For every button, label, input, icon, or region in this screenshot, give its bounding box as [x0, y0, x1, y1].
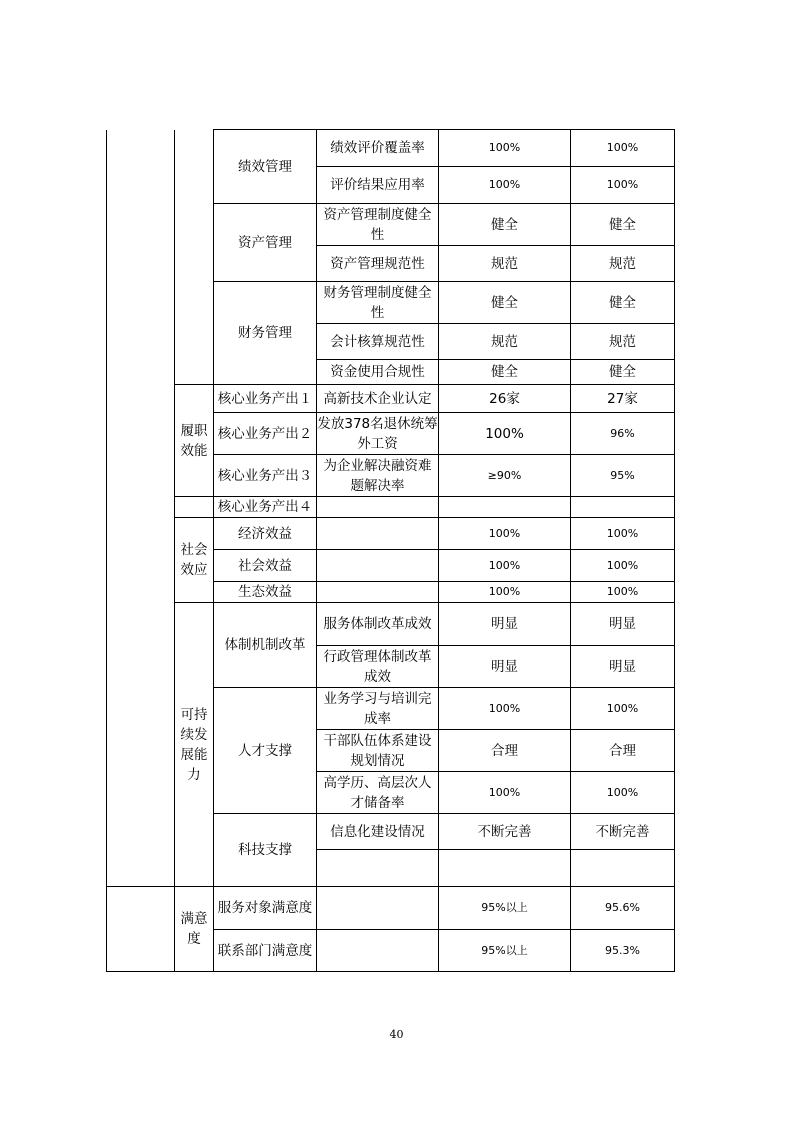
target-value-cell: 26家: [439, 385, 571, 413]
actual-value-cell: 100%: [571, 582, 675, 603]
actual-value-cell: 健全: [571, 282, 675, 324]
indicator-cell: 高学历、高层次人才储备率: [317, 772, 439, 814]
target-value-cell: [439, 850, 571, 887]
target-value-cell: 合理: [439, 730, 571, 772]
performance-indicator-table: [106, 129, 675, 972]
actual-value-cell: 合理: [571, 730, 675, 772]
table-row: [107, 518, 675, 550]
indicator-cell: 信息化建设情况: [317, 814, 439, 850]
actual-value-cell: 95.3%: [571, 930, 675, 972]
target-value-cell: 规范: [439, 246, 571, 282]
level3-cell: 核心业务产出２: [214, 413, 317, 455]
indicator-cell: 资产管理制度健全性: [317, 204, 439, 246]
actual-value-cell: [571, 850, 675, 887]
target-value-cell: 100%: [439, 582, 571, 603]
table-row: [107, 130, 675, 167]
actual-value-cell: 不断完善: [571, 814, 675, 850]
actual-value-cell: 100%: [571, 518, 675, 550]
target-value-cell: 100%: [439, 167, 571, 204]
actual-value-cell: 健全: [571, 360, 675, 385]
indicator-cell: [317, 550, 439, 582]
actual-value-cell: 100%: [571, 772, 675, 814]
level3-cell: 财务管理: [214, 282, 317, 385]
level3-cell: 人才支撑: [214, 688, 317, 814]
indicator-cell: 服务体制改革成效: [317, 603, 439, 646]
level3-cell: 核心业务产出１: [214, 385, 317, 413]
target-value-cell: 健全: [439, 360, 571, 385]
indicator-cell: 绩效评价覆盖率: [317, 130, 439, 167]
table-row: [107, 887, 675, 930]
target-value-cell: ≥90%: [439, 455, 571, 497]
actual-value-cell: 95.6%: [571, 887, 675, 930]
level2-cell: 履职效能: [175, 385, 214, 497]
target-value-cell: 健全: [439, 204, 571, 246]
indicator-cell: [317, 887, 439, 930]
indicator-cell: 行政管理体制改革成效: [317, 646, 439, 688]
page-number: 40: [389, 1028, 404, 1041]
actual-value-cell: 100%: [571, 167, 675, 204]
level3-cell: 体制机制改革: [214, 603, 317, 688]
indicator-cell: [317, 518, 439, 550]
target-value-cell: 100%: [439, 518, 571, 550]
actual-value-cell: 27家: [571, 385, 675, 413]
indicator-cell: [317, 497, 439, 518]
level3-cell: 核心业务产出３: [214, 455, 317, 497]
level3-cell: 绩效管理: [214, 130, 317, 204]
target-value-cell: [439, 497, 571, 518]
indicator-cell: 高新技术企业认定: [317, 385, 439, 413]
table-row: [107, 603, 675, 646]
actual-value-cell: 明显: [571, 646, 675, 688]
indicator-cell: 资产管理规范性: [317, 246, 439, 282]
target-value-cell: 95%以上: [439, 930, 571, 972]
actual-value-cell: 100%: [571, 130, 675, 167]
target-value-cell: 100%: [439, 130, 571, 167]
indicator-cell: 资金使用合规性: [317, 360, 439, 385]
actual-value-cell: 96%: [571, 413, 675, 455]
level1-cell: [107, 130, 175, 887]
target-value-cell: 100%: [439, 413, 571, 455]
level3-cell: 联系部门满意度: [214, 930, 317, 972]
indicator-cell: 评价结果应用率: [317, 167, 439, 204]
level3-cell: 社会效益: [214, 550, 317, 582]
indicator-cell: 为企业解决融资难题解决率: [317, 455, 439, 497]
indicator-cell: 干部队伍体系建设规划情况: [317, 730, 439, 772]
actual-value-cell: [571, 497, 675, 518]
actual-value-cell: 100%: [571, 550, 675, 582]
actual-value-cell: 健全: [571, 204, 675, 246]
target-value-cell: 规范: [439, 324, 571, 360]
level2-cell: [175, 497, 214, 518]
level3-cell: 经济效益: [214, 518, 317, 550]
level3-cell: 资产管理: [214, 204, 317, 282]
target-value-cell: 100%: [439, 550, 571, 582]
actual-value-cell: 明显: [571, 603, 675, 646]
level2-cell: 满意度: [175, 887, 214, 972]
indicator-cell: 发放378名退休统筹外工资: [317, 413, 439, 455]
target-value-cell: 95%以上: [439, 887, 571, 930]
level3-cell: 服务对象满意度: [214, 887, 317, 930]
level3-cell: 核心业务产出４: [214, 497, 317, 518]
target-value-cell: 100%: [439, 772, 571, 814]
actual-value-cell: 规范: [571, 324, 675, 360]
level3-cell: 生态效益: [214, 582, 317, 603]
level3-cell: 科技支撑: [214, 814, 317, 887]
level1-cell: [107, 887, 175, 972]
indicator-cell: [317, 930, 439, 972]
indicator-cell: 财务管理制度健全性: [317, 282, 439, 324]
indicator-cell: 业务学习与培训完成率: [317, 688, 439, 730]
level2-cell: [175, 130, 214, 385]
indicator-cell: [317, 582, 439, 603]
level2-cell: 可持续发展能力: [175, 603, 214, 887]
actual-value-cell: 95%: [571, 455, 675, 497]
target-value-cell: 明显: [439, 646, 571, 688]
target-value-cell: 100%: [439, 688, 571, 730]
target-value-cell: 不断完善: [439, 814, 571, 850]
indicator-cell: [317, 850, 439, 887]
target-value-cell: 明显: [439, 603, 571, 646]
target-value-cell: 健全: [439, 282, 571, 324]
actual-value-cell: 规范: [571, 246, 675, 282]
actual-value-cell: 100%: [571, 688, 675, 730]
indicator-cell: 会计核算规范性: [317, 324, 439, 360]
level2-cell: 社会效应: [175, 518, 214, 603]
table-row: [107, 497, 675, 518]
table-row: [107, 385, 675, 413]
